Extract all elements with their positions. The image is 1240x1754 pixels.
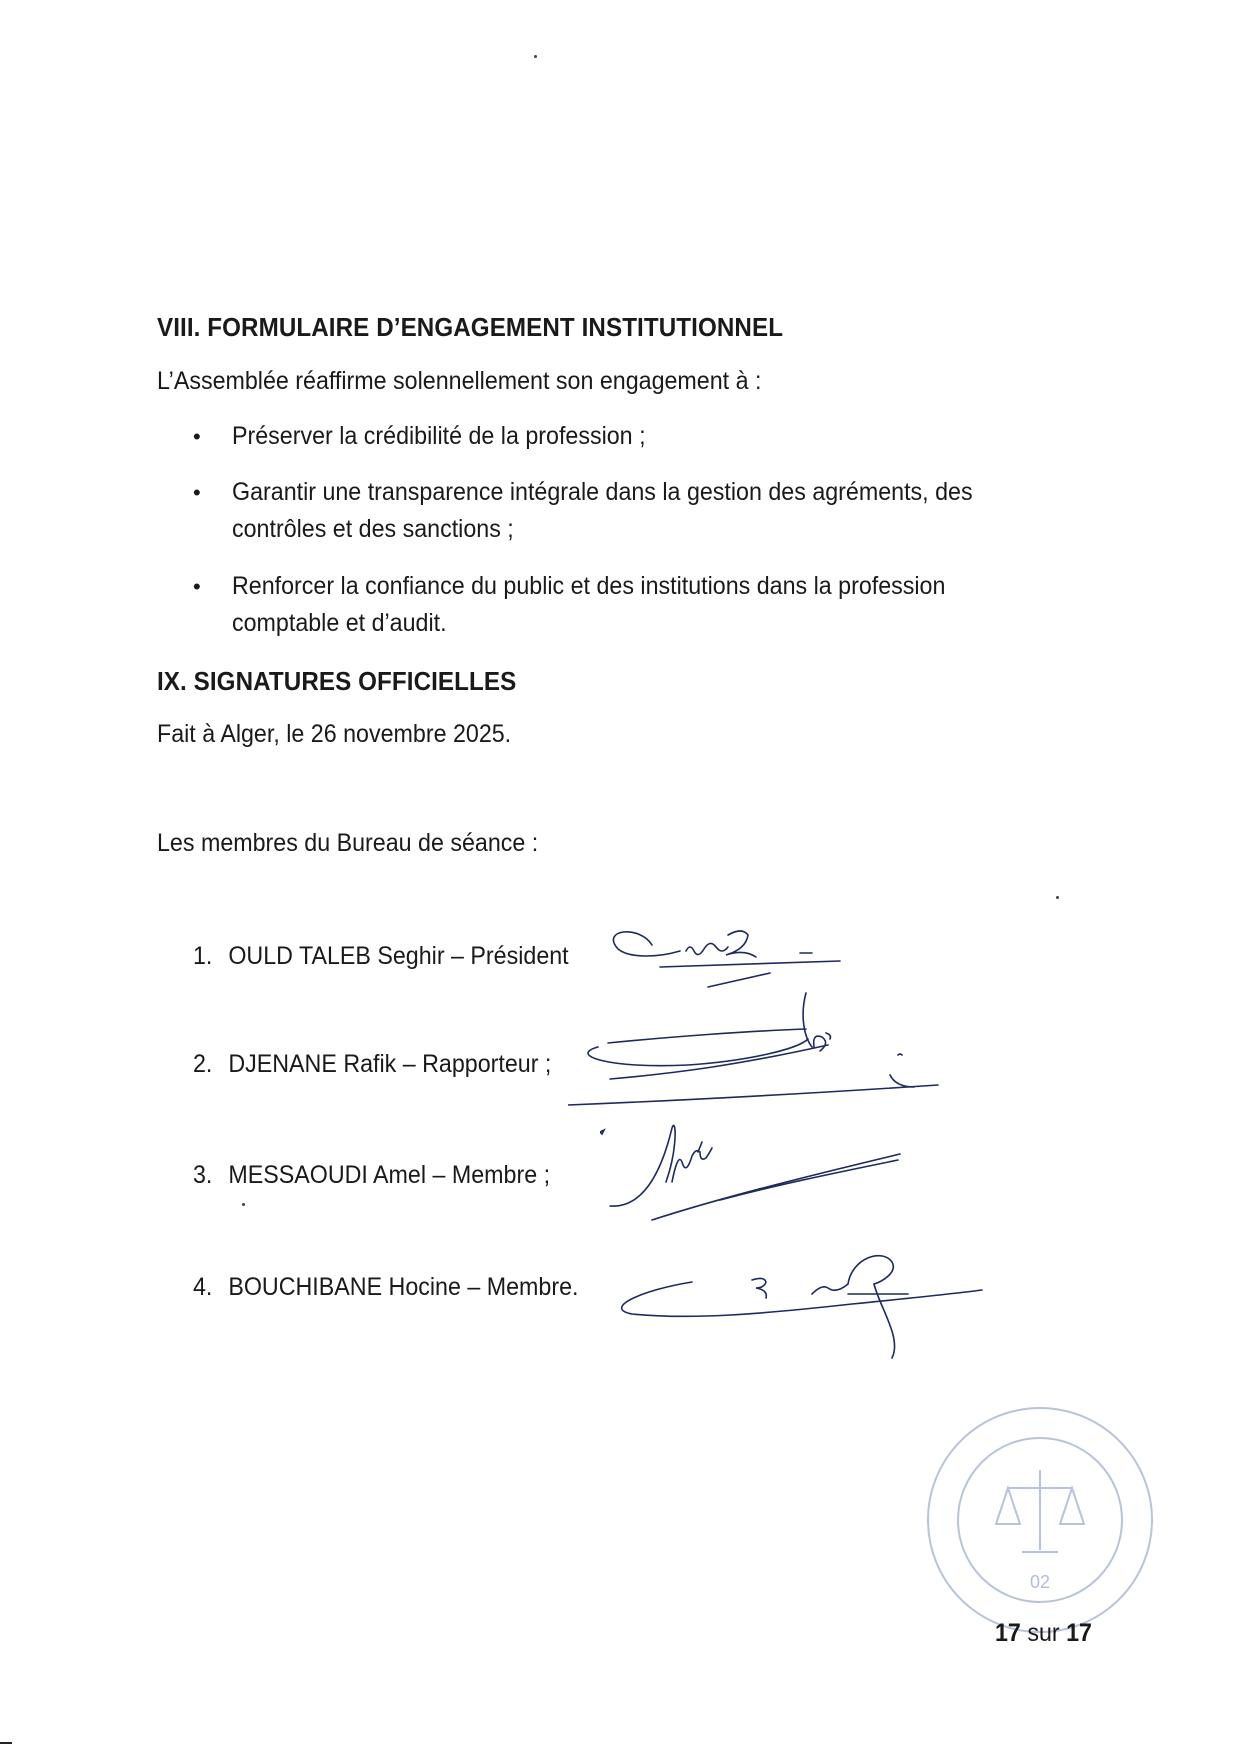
page-current: 17 xyxy=(995,1619,1021,1647)
member-name: OULD TALEB Seghir – Président xyxy=(228,942,569,970)
list-item-text: Préserver la crédibilité de la profession ; xyxy=(232,422,646,450)
section-8-heading: VIII. FORMULAIRE D’ENGAGEMENT INSTITUTIONNEL xyxy=(157,312,784,342)
list-item-text: Garantir une transparence intégrale dans la gestion des agréments, des contrôles et des sanctions ; xyxy=(232,478,973,543)
stamp-number: 02 xyxy=(1029,1572,1051,1592)
member-1: 1. OULD TALEB Seghir – Président xyxy=(193,942,569,970)
scan-speck xyxy=(242,1203,245,1206)
page-total: 17 xyxy=(1066,1619,1092,1647)
bullet-icon: • xyxy=(193,424,201,449)
list-item-text: Renforcer la confiance du public et des institutions dans la profession comptable et d’audit. xyxy=(232,572,946,637)
member-2: 2. DJENANE Rafik – Rapporteur ; xyxy=(193,1050,552,1078)
member-3: 3. MESSAOUDI Amel – Membre ; xyxy=(193,1161,551,1189)
member-name: DJENANE Rafik – Rapporteur ; xyxy=(228,1050,552,1078)
page-number xyxy=(995,1619,1092,1648)
scan-speck xyxy=(1056,896,1059,899)
bullet-icon: • xyxy=(193,574,201,599)
member-name: MESSAOUDI Amel – Membre ; xyxy=(228,1161,551,1189)
signature-4 xyxy=(612,1238,992,1368)
signature-2 xyxy=(568,985,948,1110)
bullet-icon: • xyxy=(193,480,201,505)
official-stamp-icon xyxy=(920,1400,1160,1640)
section-8-intro: L’Assemblée réaffirme solennellement son engagement à : xyxy=(157,367,762,395)
members-intro: Les membres du Bureau de séance : xyxy=(157,829,539,857)
place-date: Fait à Alger, le 26 novembre 2025. xyxy=(157,720,512,748)
member-4: 4. BOUCHIBANE Hocine – Membre. xyxy=(193,1273,579,1301)
section-9-heading: IX. SIGNATURES OFFICIELLES xyxy=(157,666,517,696)
scan-speck xyxy=(534,55,537,58)
signature-3 xyxy=(600,1108,910,1228)
page-separator: sur xyxy=(1027,1619,1060,1647)
member-name: BOUCHIBANE Hocine – Membre. xyxy=(228,1273,579,1301)
scan-edge-mark xyxy=(0,1742,12,1744)
